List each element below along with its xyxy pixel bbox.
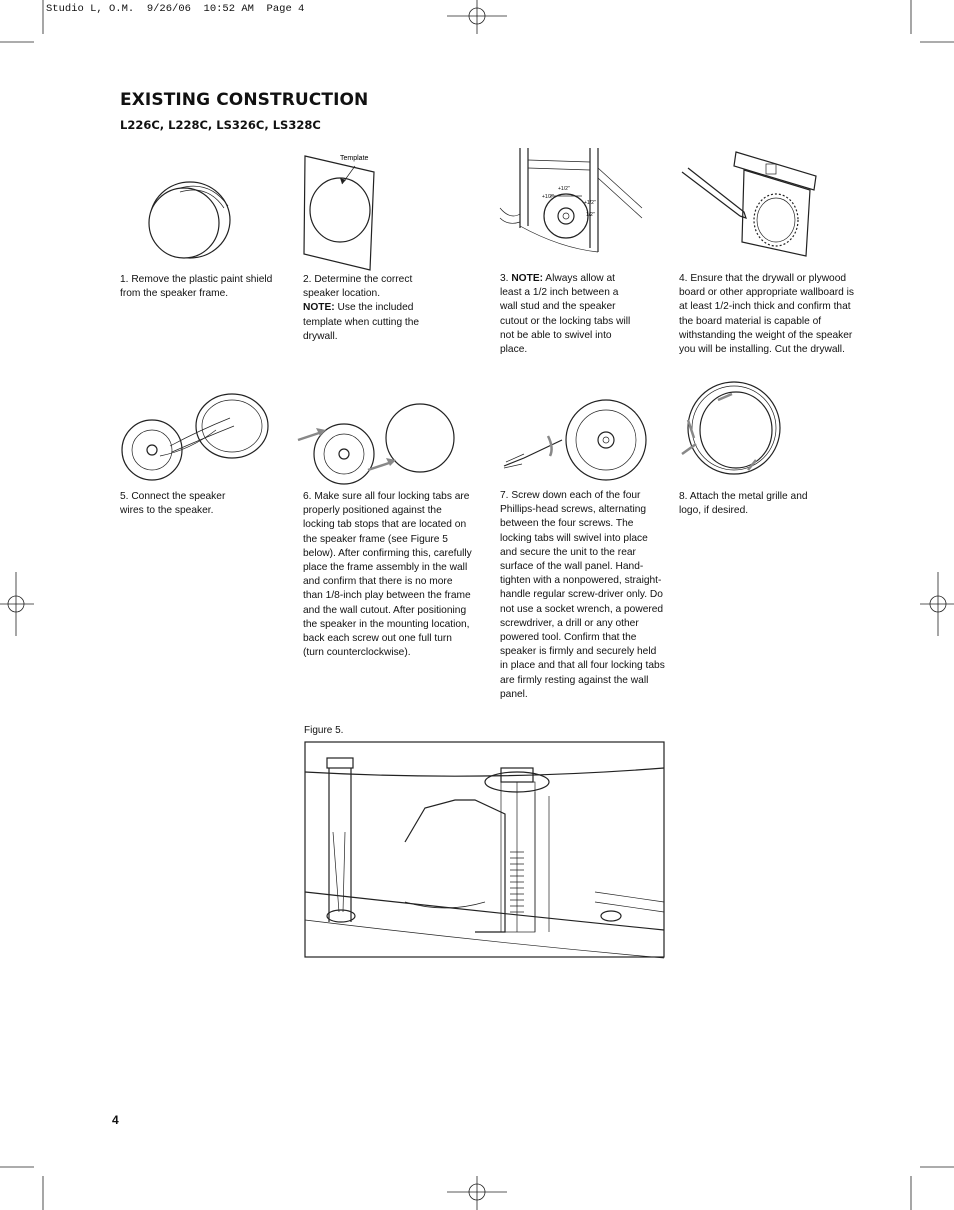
step-2-note: Use the included template when cutting the drywall. xyxy=(303,302,420,342)
stud-label-left: +1/2" xyxy=(542,194,554,200)
step-2-main: 2. Determine the correct speaker location. xyxy=(303,274,413,300)
step-4-text: 4. Ensure that the drywall or plywood board or other appropriate wallboard is at least 1/2-inch thick and confirm that the board material is capable of withstanding the weight of the speaker you will be installing. Cut the drywall. xyxy=(679,273,854,356)
stud-label-top: +1/2" xyxy=(558,186,570,192)
step-8-text: 8. Attach the metal grille and logo, if desired. xyxy=(679,491,808,517)
model-list: L226C, L228C, LS326C, LS328C xyxy=(120,118,321,132)
figure-5-locking-tab-detail xyxy=(305,742,665,958)
illustration-frame-placement xyxy=(296,400,466,490)
page-number: 4 xyxy=(112,1113,119,1127)
illustration-grille xyxy=(678,380,788,480)
step-3-note-label: NOTE: xyxy=(511,273,544,284)
illustration-template xyxy=(300,150,380,270)
print-slug: Studio L, O.M. 9/26/06 10:52 AM Page 4 xyxy=(46,3,305,15)
section-title: EXISTING CONSTRUCTION xyxy=(120,90,369,110)
illustration-paint-shield xyxy=(140,176,250,266)
step-6-text: 6. Make sure all four locking tabs are properly positioned against the locking tab stops that are located on the speaker frame (see Figure 5 below). After confirming this, carefully place the frame assembly in the wall and confirm that there is no more than 1/8-inch play between the frame and the wall cutout. After positioning the speaker in the mounting location, back each screw out one full turn (turn counterclockwise). xyxy=(303,491,472,659)
step-2-text xyxy=(303,273,443,344)
figure-caption: Figure 5. xyxy=(304,725,344,736)
step-1-text: 1. Remove the plastic paint shield from the speaker frame. xyxy=(120,274,273,300)
stud-label-right: +1/2" xyxy=(584,200,596,206)
step-7-text: 7. Screw down each of the four Phillips-head screws, alternating between the four screws. The locking tabs will swivel into place and secure the unit to the rear surface of the wall panel. Hand-tighten with a nonpowered, straight-handle regular screw-driver only. Do not use a socket wrench, a powered screwdriver, a drill or any other powered tool. Confirm that the speaker is firmly and securely held in place and that all four locking tabs are firmly resting against the wall panel. xyxy=(500,490,665,700)
illustration-connect-wires xyxy=(120,390,270,480)
template-label: Template xyxy=(340,155,369,162)
step-2-note-label: NOTE: xyxy=(303,302,335,314)
stud-label-lower: 1/2" xyxy=(586,212,595,218)
illustration-level-cut xyxy=(680,150,825,265)
step-3-number: 3. xyxy=(500,273,512,284)
step-3-main: Always allow at least a 1/2 inch between a wall stud and the speaker cutout or the locking tabs will not be able to swivel into place. xyxy=(500,273,631,356)
step-5-text: 5. Connect the speaker wires to the speaker. xyxy=(120,491,226,517)
illustration-screwdriver xyxy=(500,396,650,486)
step-3-text xyxy=(500,272,632,357)
illustration-wall-studs xyxy=(500,148,645,268)
